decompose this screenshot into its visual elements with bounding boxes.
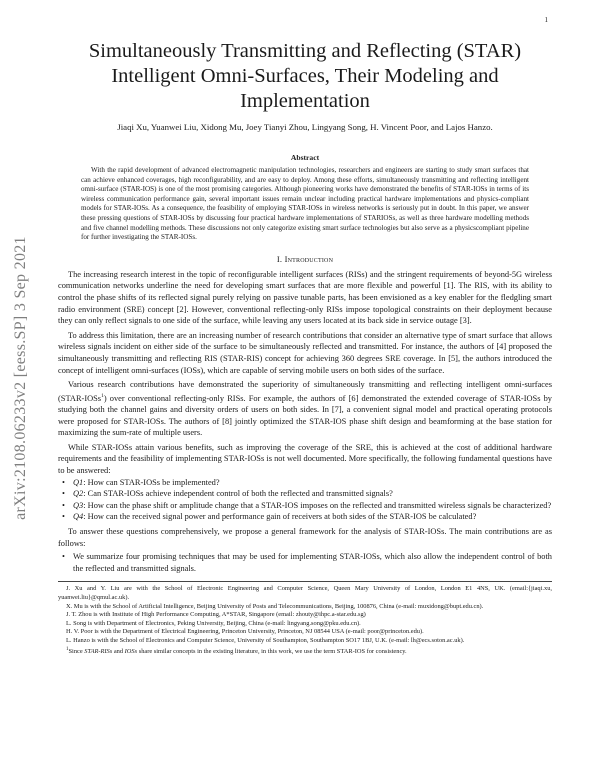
footnote-text: share similar concepts in the existing literature, in this work, we use the term STAR-IOS for consistency. xyxy=(137,647,407,655)
paper-title: Simultaneously Transmitting and Reflecting (STAR) Intelligent Omni-Surfaces, Their Modeling and Implementation xyxy=(88,40,522,112)
section-number: I. xyxy=(276,253,283,264)
footnote-text: and xyxy=(112,647,125,655)
question-label: Q2 xyxy=(73,489,84,499)
bullet-icon: • xyxy=(62,552,65,562)
section-heading xyxy=(58,254,552,264)
list-item xyxy=(58,500,552,512)
footnote-term: STAR-RISs xyxy=(84,647,113,655)
paragraph: The increasing research interest in the topic of reconfigurable intelligent surfaces (RISs) and the stringent requirements of beyond-5G wireless communication networks underline the need for developing smart surfaces that are more flexible and powerful [1]. The RIS, with its ability to control the phase shifts of its reflected signal purely relying on passive tunable parts, has been envisioned as a key enabler for the fledgling smart radio environment (SRE) concept [2]. However, conventional reflecting-only RISs impose topological constraints on their deployment because they can only reflect signals to one side of the surface, while leaving any users located at its back side in service outage [3]. xyxy=(58,269,552,326)
contribution-list xyxy=(58,551,552,574)
paragraph: To address this limitation, there are an increasing number of research contributions that consider an alternative type of smart surface that allows wireless signals incident on either side of the surface to be simultaneously reflected and transmitted. For instance, the authors of [4] proposed the simultaneously transmitting and reflecting RIS (STAR-RIS) concept for achieving 360 degrees SRE coverage. In [5], the authors introduced the concept of intelligent omni-surfaces (IOSs), which are capable of serving mobile users on both sides of the surface. xyxy=(58,330,552,375)
paper-content xyxy=(58,39,552,656)
abstract-heading: Abstract xyxy=(290,153,320,162)
footnote-text: Since xyxy=(68,647,85,655)
list-item xyxy=(58,477,552,489)
footnote: L. Song is with Department of Electronics, Peking University, Beijing, China (e-mail: lingyang.song@pku.edu.cn). xyxy=(66,619,361,627)
arxiv-stamp xyxy=(10,178,32,578)
question-label: Q1 xyxy=(73,477,84,487)
question-label: Q4 xyxy=(73,512,84,522)
section-title: Introduction xyxy=(284,253,334,264)
list-item xyxy=(58,488,552,500)
footnote-divider xyxy=(58,581,552,582)
footnote: J. Xu and Y. Liu are with the School of Electronic Engineering and Computer Science, Queen Mary University of London, London E1 4NS, UK. (email:{jiaqi.xu, yuanwei.liu}@qmul.ac.uk). xyxy=(58,585,552,601)
question-text: : How can STAR-IOSs be implemented? xyxy=(83,477,220,487)
question-text: : How can the phase shift or amplitude change that a STAR-IOS imposes on the reflected and transmitted wireless signals be characterized? xyxy=(83,500,552,510)
paragraph: To answer these questions comprehensively, we propose a general framework for the analysis of STAR-IOSs. The main contributions are as follows: xyxy=(58,527,552,548)
question-text: : How can the received signal power and performance gain of receivers at both sides of the STAR-IOS be calculated? xyxy=(83,512,477,522)
bullet-icon: • xyxy=(62,477,65,487)
arxiv-identifier: arXiv:2108.06233v2 [eess.SP] 3 Sep 2021 xyxy=(12,236,29,520)
question-list xyxy=(58,477,552,523)
paragraph-text: Various research contributions have demonstrated the superiority of simultaneously transmitting and reflecting intelligent omni-surfaces (STAR-IOSs xyxy=(58,380,552,403)
footnote: X. Mu is with the School of Artificial Intelligence, Beijing University of Posts and Telecommunications, Beijing, 100876, China (e-mail: muxidong@bupt.edu.cn). xyxy=(66,602,484,610)
question-text: : Can STAR-IOSs achieve independent control of both the reflected and transmitted signals? xyxy=(83,489,393,499)
paragraph-text: ) over conventional reflecting-only RISs. For example, the authors of [6] demonstrated the extended coverage of STAR-IOSs by studying both the channel gains and diversity orders of users on both sides. In [7], a convenient signal model and practical operating protocols were proposed for STAR-IOSs. The authors of [8] jointly optimized the STAR-IOS phase shift design and beamforming at the base station for maximizing the sum-rate of multiple users. xyxy=(58,393,552,438)
footnote-marker: 1 xyxy=(101,392,104,399)
author-list: Jiaqi Xu, Yuanwei Liu, Xidong Mu, Joey Tianyi Zhou, Lingyang Song, H. Vincent Poor, and Lajos Hanzo. xyxy=(117,122,493,132)
list-item xyxy=(58,511,552,523)
bullet-icon: • xyxy=(62,512,65,522)
paragraph: While STAR-IOSs attain various benefits, such as improving the coverage of the SRE, this is achieved at the cost of additional hardware requirements and the feasibility of implementing STAR-IOSs is not well documented. More specifically, the following fundamental questions have to be answered: xyxy=(58,442,552,476)
list-item xyxy=(58,551,552,574)
footnote-term: IOSs xyxy=(124,647,138,655)
footnotes xyxy=(58,585,552,656)
footnote: H. V. Poor is with the Department of Electrical Engineering, Princeton University, Princeton, NJ 08544 USA (e-mail: poor@princeton.edu). xyxy=(66,628,424,636)
paragraph xyxy=(58,379,552,439)
bullet-icon: • xyxy=(62,489,65,499)
page-number: 1 xyxy=(544,16,548,24)
contribution-text: We summarize four promising techniques that may be used for implementing STAR-IOSs, which also allow the independent control of both the reflected and transmitted signals. xyxy=(73,552,552,573)
abstract-text: With the rapid development of advanced electromagnetic manipulation technologies, researchers and engineers are starting to study smart surfaces that can achieve enhanced coverages, high reconfigurability, and are easy to deploy. Among these efforts, simultaneously transmitting and reflecting intelligent omni-surface (STAR-IOS) is one of the most promising categories. Although pioneering works have demonstrated the benefits of STAR-IOSs in terms of its wireless communication performance gain, several important issues remain unclear including practical hardware implementations and physics-compliant models for STAR-IOSs. As a consequence, the feasibility of employing STAR-IOSs in wireless networks is seriously put in doubt. In this paper, we answer these pressing questions of STAR-IOSs by discussing four practical hardware implementations of STARIOSs, as well as three hardware modelling methods and five channel modelling methods. These discussions not only categorize existing smart surface technologies but also serve as a physicscompliant pipeline for further investigating the STAR-IOSs. xyxy=(81,166,529,242)
footnote: J. T. Zhou is with Institute of High Performance Computing, A*STAR, Singapore (email: zhouty@ihpc.a-star.edu.sg) xyxy=(66,611,366,619)
question-label: Q3 xyxy=(73,500,84,510)
footnote-marker: 1 xyxy=(66,646,69,652)
footnote xyxy=(58,646,552,657)
bullet-icon: • xyxy=(62,500,65,510)
footnote: L. Hanzo is with the School of Electronics and Computer Science, University of Southampton, Southampton SO17 1BJ, U.K. (e-mail: lh@ecs.soton.ac.uk). xyxy=(66,636,465,644)
